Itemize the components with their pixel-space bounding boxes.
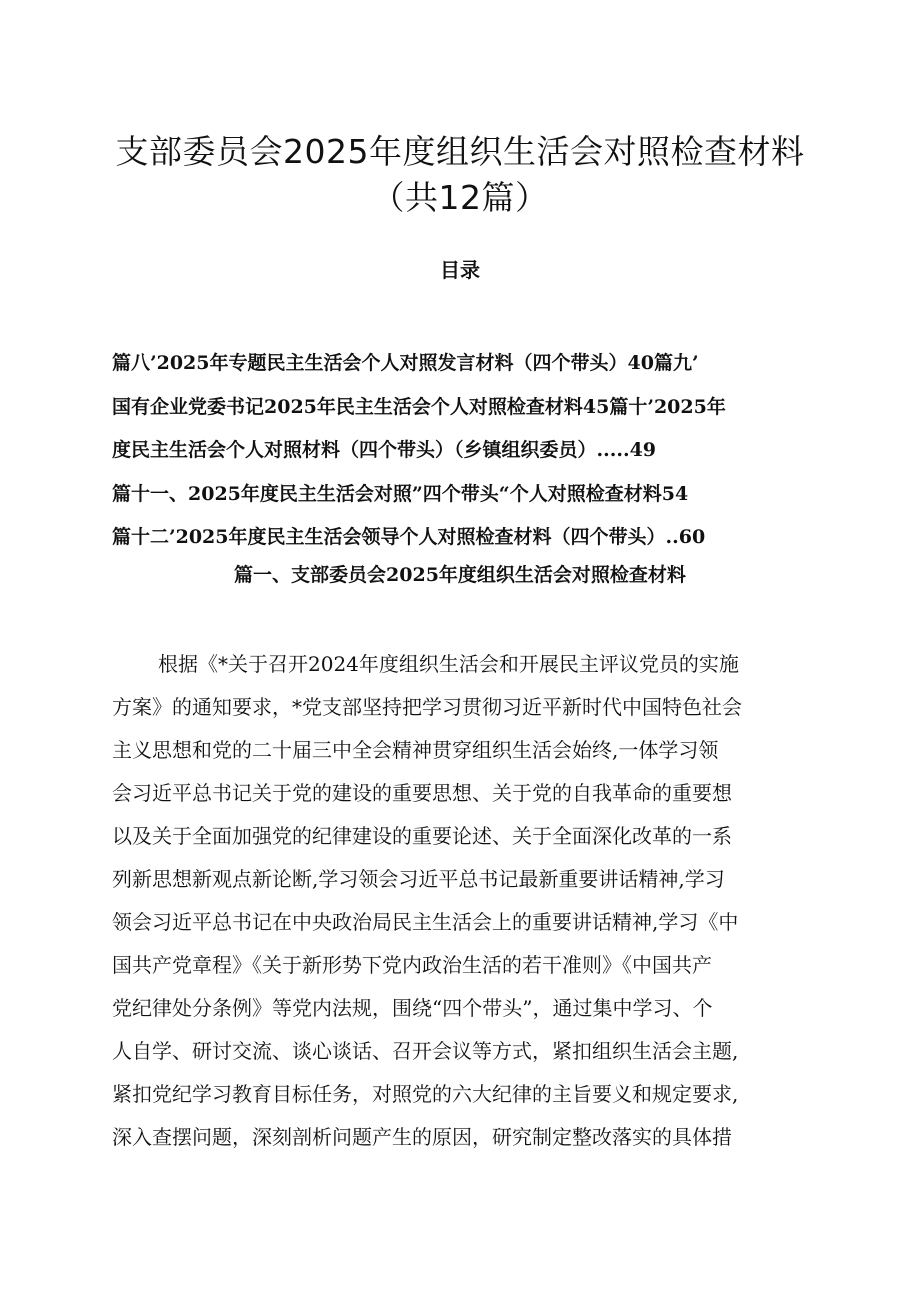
body-line: 方案》的通知要求，*党支部坚持把学习贯彻习近平新时代中国特色社会 xyxy=(112,695,742,719)
toc-line: 篇八’2025年专题民主生活会个人对照发言材料（四个带头）40篇九’ xyxy=(112,352,699,374)
body-line: 国共产党章程》《关于新形势下党内政治生活的若干准则》《中国共产 xyxy=(112,953,712,977)
body-line: 党纪律处分条例》等党内法规，围绕“四个带头”，通过集中学习、个 xyxy=(112,996,713,1020)
body-line: 列新思想新观点新论断,学习领会习近平总书记最新重要讲话精神,学习 xyxy=(112,867,725,891)
body-line: 根据《*关于召开2024年度组织生活会和开展民主评议党员的实施 xyxy=(158,652,739,676)
body-line: 紧扣党纪学习教育目标任务，对照党的六大纪律的主旨要义和规定要求, xyxy=(112,1082,739,1106)
toc-heading: 目录 xyxy=(440,258,480,282)
toc-line: 度民主生活会个人对照材料（四个带头）（乡镇组织委员）.....49 xyxy=(112,439,657,461)
body-line: 以及关于全面加强党的纪律建设的重要论述、关于全面深化改革的一系 xyxy=(112,824,732,848)
document-title: 支部委员会2025年度组织生活会对照检查材料 xyxy=(115,132,805,171)
body-line: 领会习近平总书记在中央政治局民主生活会上的重要讲话精神,学习《中 xyxy=(112,910,739,934)
toc-line: 篇十一、2025年度民主生活会对照”四个带头“个人对照检查材料54 xyxy=(112,483,689,505)
body-line: 会习近平总书记关于党的建设的重要思想、关于党的自我革命的重要想 xyxy=(112,781,732,805)
document-subtitle: （共12篇） xyxy=(371,178,549,217)
body-line: 深入查摆问题，深刻剖析问题产生的原因，研究制定整改落实的具体措 xyxy=(112,1125,732,1149)
body-line: 人自学、研讨交流、谈心谈话、召开会议等方式，紧扣组织生活会主题, xyxy=(112,1039,739,1063)
toc-line: 篇十二’2025年度民主生活会领导个人对照检查材料（四个带头）..60 xyxy=(112,526,706,548)
body-line: 主义思想和党的二十届三中全会精神贯穿组织生活会始终,一体学习领 xyxy=(112,738,719,762)
section-heading: 篇一、支部委员会2025年度组织生活会对照检查材料 xyxy=(234,564,686,586)
toc-line: 国有企业党委书记2025年民主生活会个人对照检查材料45篇十’2025年 xyxy=(112,396,726,418)
